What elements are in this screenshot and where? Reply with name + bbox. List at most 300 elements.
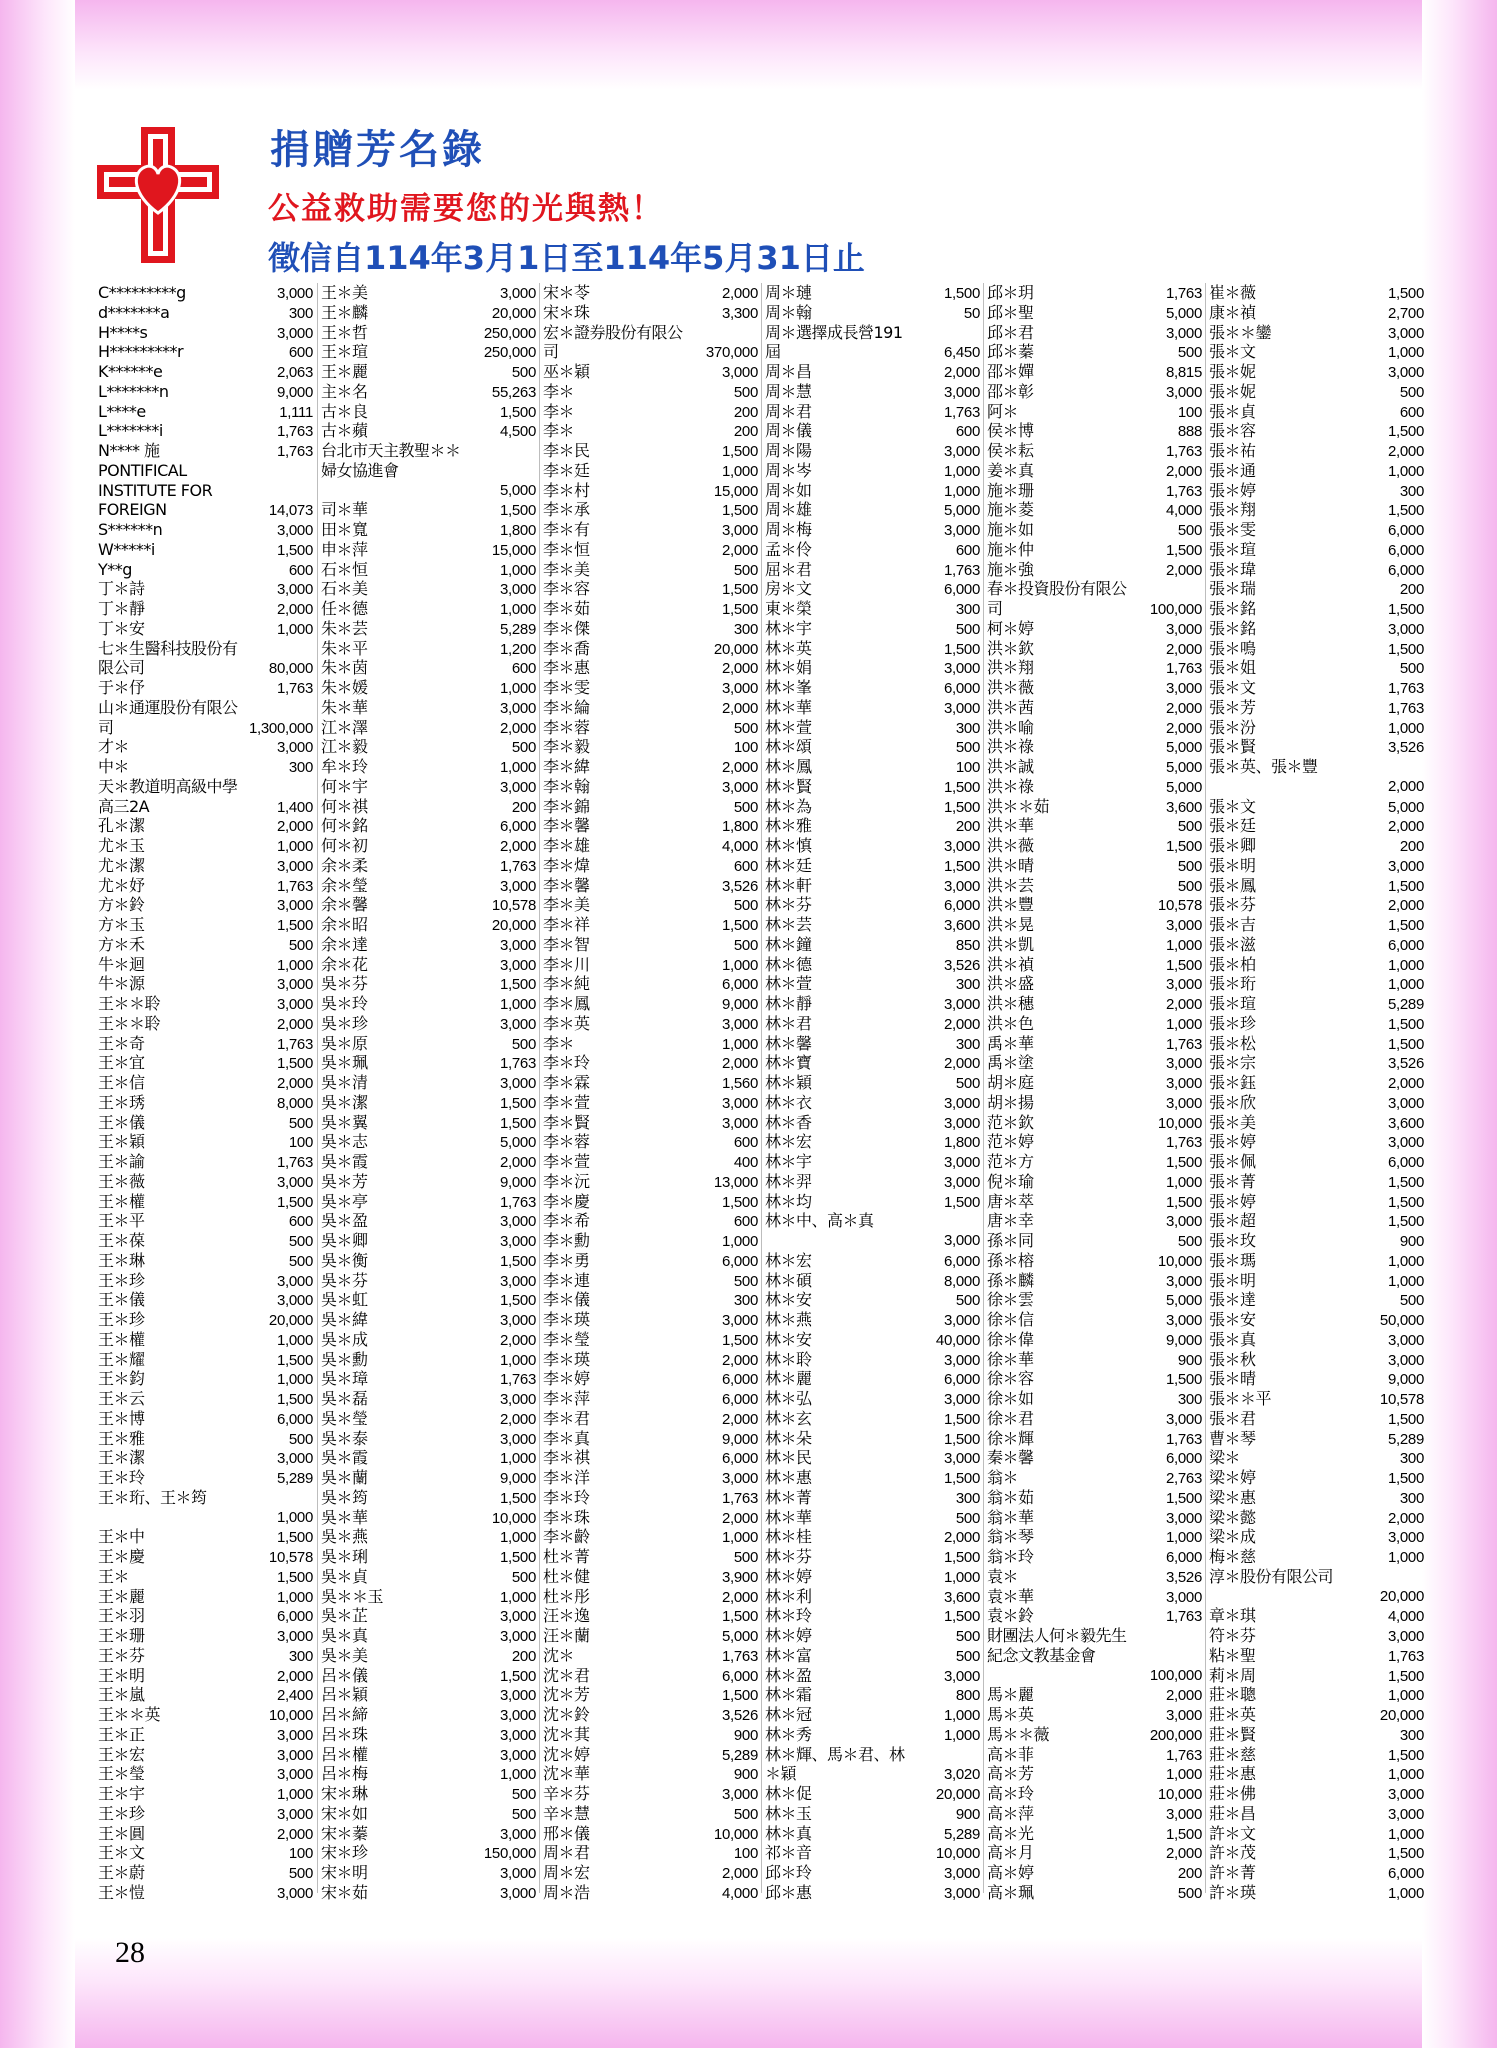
donation-amount: 3,000 xyxy=(499,1015,536,1033)
donation-amount: 300 xyxy=(955,976,980,994)
donation-amount: 2,000 xyxy=(1165,1845,1202,1863)
donor-name: 沈＊華 xyxy=(543,1764,590,1784)
donation-amount: 3,000 xyxy=(499,1213,536,1231)
donor-name: 李＊ xyxy=(543,421,575,441)
donor-entry xyxy=(987,737,1202,757)
donor-entry xyxy=(1209,1350,1424,1370)
donation-amount: 10,578 xyxy=(491,897,536,915)
donation-amount: 3,000 xyxy=(499,1608,536,1626)
donor-name: 王＊麗 xyxy=(321,362,368,381)
donor-entry xyxy=(98,342,313,362)
donor-name: PONTIFICAL xyxy=(98,460,187,480)
donor-name: 余＊達 xyxy=(321,934,368,954)
donor-entry xyxy=(321,994,536,1014)
donor-entry xyxy=(98,303,313,323)
donor-entry xyxy=(765,1350,980,1370)
donor-name: 吳＊美 xyxy=(321,1645,368,1665)
donor-name: 洪＊翔 xyxy=(987,658,1034,678)
donor-name: 春＊投資股份有限公 xyxy=(987,579,1127,599)
donor-entry xyxy=(765,797,980,817)
donor-entry xyxy=(765,856,980,876)
donation-amount: 3,000 xyxy=(943,1884,980,1902)
donor-entry xyxy=(543,619,758,639)
donor-entry xyxy=(765,1666,980,1686)
donor-entry xyxy=(321,1587,536,1607)
donation-amount: 3,000 xyxy=(943,1391,980,1408)
donor-name: 李＊緯 xyxy=(543,757,590,776)
donor-name: 王＊宜 xyxy=(98,1053,145,1073)
donation-amount: 40,000 xyxy=(935,1331,980,1349)
donor-entry xyxy=(98,1784,313,1804)
donation-amount: 1,400 xyxy=(276,798,313,816)
donor-entry xyxy=(1209,1192,1424,1212)
donor-name: 張＊文 xyxy=(1209,796,1256,816)
donor-entry xyxy=(1209,540,1424,560)
donor-name: 高＊菲 xyxy=(987,1744,1034,1764)
donor-entry xyxy=(98,1527,313,1547)
donation-amount: 3,000 xyxy=(943,1450,980,1468)
donor-entry xyxy=(1209,1369,1424,1389)
donation-amount: 6,000 xyxy=(721,1667,758,1685)
donor-name: 張＊松 xyxy=(1209,1033,1256,1053)
donation-amount: 3,000 xyxy=(1387,1786,1424,1803)
donor-entry xyxy=(98,1172,313,1192)
donation-amount: 20,000 xyxy=(935,1786,980,1803)
donor-entry xyxy=(765,560,980,580)
donor-name: H****s xyxy=(98,322,148,342)
donor-entry xyxy=(987,520,1202,540)
donor-entry xyxy=(765,1429,980,1449)
donor-name: 王＊＊聆 xyxy=(98,1013,161,1033)
donor-entry xyxy=(765,1034,980,1054)
donor-entry xyxy=(98,658,313,678)
donation-amount: 4,000 xyxy=(1387,1608,1424,1626)
donation-amount: 3,526 xyxy=(1387,1055,1424,1073)
donor-entry xyxy=(98,1824,313,1844)
donor-name: 沈＊ xyxy=(543,1645,575,1665)
donor-name: 馬＊麗 xyxy=(987,1685,1034,1705)
donor-entry xyxy=(1209,599,1424,619)
donor-entry xyxy=(543,1231,758,1251)
donor-entry xyxy=(98,1132,313,1152)
donor-entry xyxy=(1209,500,1424,520)
donation-amount: 3,000 xyxy=(276,1292,313,1310)
donor-entry xyxy=(321,1014,536,1034)
donor-name: 王＊中 xyxy=(98,1527,145,1547)
donation-amount: 500 xyxy=(511,364,536,381)
donation-amount: 1,000 xyxy=(943,462,980,480)
donor-entry xyxy=(987,1172,1202,1192)
donation-amount: 1,111 xyxy=(279,403,313,421)
donor-name: 袁＊ xyxy=(987,1566,1019,1586)
donor-entry xyxy=(543,974,758,994)
donation-amount: 1,800 xyxy=(943,1134,980,1152)
donation-amount: 500 xyxy=(511,1568,536,1586)
donor-name: 屆 xyxy=(765,342,781,362)
donor-name: 周＊選擇成長營191 xyxy=(765,322,903,342)
donation-amount: 5,289 xyxy=(499,620,536,638)
donor-entry xyxy=(987,500,1202,520)
donation-amount: 1,500 xyxy=(499,976,536,994)
donation-amount: 15,000 xyxy=(491,541,536,559)
donor-entry xyxy=(321,757,536,777)
donor-name: 呂＊締 xyxy=(321,1705,368,1724)
donor-name: 吳＊泰 xyxy=(321,1428,368,1448)
donor-entry xyxy=(987,876,1202,896)
donation-amount: 3,000 xyxy=(943,1094,980,1112)
donor-name: 王＊正 xyxy=(98,1724,145,1744)
donor-name: 王＊慶 xyxy=(98,1547,145,1566)
donor-name: 周＊如 xyxy=(765,480,812,500)
donor-name: 許＊茂 xyxy=(1209,1843,1256,1863)
donation-amount: 2,000 xyxy=(721,1055,758,1073)
donation-amount: 1,500 xyxy=(943,1549,980,1566)
donor-entry xyxy=(1209,678,1424,698)
donor-entry xyxy=(543,481,758,501)
donation-amount: 1,000 xyxy=(276,620,313,638)
donation-amount: 2,000 xyxy=(1165,699,1202,717)
donor-entry xyxy=(321,1053,536,1073)
donor-name: 主＊名 xyxy=(321,381,368,401)
donor-entry xyxy=(987,777,1202,797)
donor-name: 張＊通 xyxy=(1209,460,1256,480)
donor-entry xyxy=(543,1172,758,1192)
donor-entry xyxy=(987,1626,1202,1646)
donor-name: 吳＊筠 xyxy=(321,1487,368,1507)
donor-name: 張＊欣 xyxy=(1209,1092,1256,1112)
donor-entry xyxy=(987,1843,1202,1863)
donation-amount: 300 xyxy=(1399,482,1424,500)
donor-name: 洪＊薇 xyxy=(987,836,1034,855)
donor-name: 林＊婷 xyxy=(765,1626,812,1645)
donor-entry xyxy=(98,836,313,856)
donor-name: 林＊頌 xyxy=(765,737,812,757)
donor-name: 張＊容 xyxy=(1209,421,1256,441)
donor-name: 李＊祥 xyxy=(543,915,590,934)
donor-name: 洪＊晃 xyxy=(987,915,1034,934)
donor-entry xyxy=(543,500,758,520)
donation-amount: 1,763 xyxy=(276,443,313,460)
donor-entry xyxy=(543,1488,758,1508)
donor-name: 孟＊伶 xyxy=(765,539,812,559)
donor-entry xyxy=(543,1824,758,1844)
donor-name: 洪＊喻 xyxy=(987,717,1034,737)
donation-amount: 5,000 xyxy=(1165,739,1202,757)
donor-entry xyxy=(98,1093,313,1113)
donation-amount: 15,000 xyxy=(713,482,758,500)
donation-amount: 3,000 xyxy=(943,1865,980,1882)
donation-amount: 3,000 xyxy=(943,1154,980,1171)
donation-amount: 5,289 xyxy=(1387,1430,1424,1448)
donor-name: 邱＊玲 xyxy=(765,1863,812,1882)
donation-amount: 4,000 xyxy=(1165,502,1202,520)
donor-entry xyxy=(98,1231,313,1251)
donor-entry xyxy=(321,382,536,402)
donation-amount: 500 xyxy=(733,1549,758,1566)
donor-entry xyxy=(98,1508,313,1528)
donor-entry xyxy=(765,757,980,777)
donor-entry xyxy=(1209,639,1424,659)
donor-name: 李＊真 xyxy=(543,1428,590,1448)
donor-name: 杜＊健 xyxy=(543,1566,590,1586)
donor-entry xyxy=(765,362,980,382)
donor-entry xyxy=(987,1587,1202,1607)
donation-amount: 3,000 xyxy=(1165,1805,1202,1823)
donor-name: 邱＊惠 xyxy=(765,1882,812,1902)
donor-entry xyxy=(1209,1290,1424,1310)
donation-amount: 1,500 xyxy=(943,1430,980,1448)
donation-amount: 500 xyxy=(1177,818,1202,836)
donor-entry xyxy=(321,1646,536,1666)
donation-amount: 300 xyxy=(955,719,980,737)
donor-entry xyxy=(987,1784,1202,1804)
donation-amount: 2,700 xyxy=(1387,304,1424,322)
donor-name: 吳＊磊 xyxy=(321,1389,368,1408)
donor-entry xyxy=(765,303,980,323)
donor-entry xyxy=(987,658,1202,678)
donor-entry xyxy=(765,1527,980,1547)
donor-entry xyxy=(321,1508,536,1528)
donor-name: 王＊芬 xyxy=(98,1645,145,1665)
donor-name: 張＊真 xyxy=(1209,1329,1256,1349)
donation-amount: 3,000 xyxy=(276,1272,313,1290)
donor-entry xyxy=(98,1587,313,1607)
donor-entry xyxy=(1209,1014,1424,1034)
donation-amount: 1,500 xyxy=(1165,956,1202,974)
donor-entry xyxy=(98,1448,313,1468)
donor-entry xyxy=(321,1310,536,1330)
donation-amount: 3,000 xyxy=(276,324,313,342)
donor-entry xyxy=(1209,1211,1424,1231)
donation-amount: 5,000 xyxy=(1165,304,1202,322)
donor-entry xyxy=(987,1310,1202,1330)
donation-amount: 3,526 xyxy=(1165,1568,1202,1586)
donor-entry xyxy=(987,362,1202,382)
donor-entry xyxy=(987,678,1202,698)
page-title: 捐贈芳名錄 xyxy=(270,127,485,173)
donor-name: 李＊瑛 xyxy=(543,1349,590,1369)
donation-amount: 10,578 xyxy=(1379,1391,1424,1408)
donor-entry xyxy=(321,560,536,580)
donor-entry xyxy=(543,994,758,1014)
donor-name: 呂＊穎 xyxy=(321,1685,368,1705)
donor-name: 張＊銘 xyxy=(1209,618,1256,638)
donor-entry xyxy=(321,955,536,975)
donor-name: 張＊超 xyxy=(1209,1211,1256,1231)
donation-amount: 1,500 xyxy=(1387,1470,1424,1487)
donor-entry xyxy=(321,836,536,856)
donation-amount: 3,000 xyxy=(1387,1134,1424,1152)
donor-entry xyxy=(321,1725,536,1745)
donor-name: INSTITUTE FOR xyxy=(98,480,213,500)
donor-name: 洪＊色 xyxy=(987,1013,1034,1033)
donor-name: 林＊芬 xyxy=(765,895,812,915)
donor-entry xyxy=(987,1014,1202,1034)
donor-name: 七＊生醫科技股份有 xyxy=(98,638,238,658)
donor-entry xyxy=(98,1429,313,1449)
donation-amount: 3,000 xyxy=(1387,857,1424,875)
donor-entry xyxy=(1209,1725,1424,1745)
donation-amount: 3,000 xyxy=(1165,917,1202,934)
donation-amount: 100,000 xyxy=(1149,601,1202,618)
donor-entry xyxy=(987,639,1202,659)
donor-entry xyxy=(765,678,980,698)
donor-entry xyxy=(765,1290,980,1310)
donor-name: 徐＊信 xyxy=(987,1310,1034,1329)
donation-amount: 2,000 xyxy=(499,1154,536,1171)
donor-name: 李＊美 xyxy=(543,559,590,579)
donor-name: 李＊雯 xyxy=(543,678,590,697)
donor-entry xyxy=(543,718,758,738)
donation-amount: 20,000 xyxy=(1379,1707,1424,1724)
donor-entry xyxy=(321,1192,536,1212)
donation-amount: 1,000 xyxy=(1387,1825,1424,1843)
donor-name: 徐＊容 xyxy=(987,1369,1034,1389)
donor-entry xyxy=(987,994,1202,1014)
donor-entry xyxy=(1209,1152,1424,1172)
page-border-left xyxy=(0,0,75,2048)
donor-name: 石＊美 xyxy=(321,579,368,599)
donor-name: 王＊羽 xyxy=(98,1606,145,1626)
donor-name: 曹＊琴 xyxy=(1209,1428,1256,1448)
donor-entry xyxy=(543,1448,758,1468)
donation-amount: 800 xyxy=(955,1687,980,1705)
donation-amount: 3,000 xyxy=(499,1233,536,1250)
donor-name: 高＊芳 xyxy=(987,1764,1034,1784)
donor-name: 唐＊萃 xyxy=(987,1191,1034,1211)
donor-name: 吳＊蘭 xyxy=(321,1468,368,1487)
donor-name: 方＊鈴 xyxy=(98,895,145,915)
donation-amount: 3,000 xyxy=(943,1173,980,1191)
donor-entry xyxy=(987,1093,1202,1113)
donor-entry xyxy=(987,698,1202,718)
donor-name: 王＊哲 xyxy=(321,322,368,342)
donor-entry xyxy=(765,1468,980,1488)
donor-name: 王＊嵐 xyxy=(98,1685,145,1705)
donation-amount: 900 xyxy=(1399,1233,1424,1250)
donor-entry xyxy=(321,1290,536,1310)
donor-entry xyxy=(1209,441,1424,461)
donor-name: 洪＊茜 xyxy=(987,697,1034,717)
donor-name: 李＊希 xyxy=(543,1211,590,1231)
donation-amount: 3,000 xyxy=(276,522,313,539)
donor-name: 吳＊珮 xyxy=(321,1053,368,1073)
donation-amount: 1,000 xyxy=(276,956,313,974)
donation-amount: 20,000 xyxy=(268,1312,313,1329)
donor-name: 王＊琇 xyxy=(98,1092,145,1112)
donation-amount: 1,500 xyxy=(276,1391,313,1408)
donor-name: 王＊＊英 xyxy=(98,1705,161,1724)
donor-entry xyxy=(987,619,1202,639)
donation-amount: 5,000 xyxy=(721,1628,758,1645)
donor-name: 林＊桂 xyxy=(765,1527,812,1547)
donor-name: 台北市天主教聖＊＊ xyxy=(321,441,461,460)
donor-entry xyxy=(765,323,980,343)
donor-name: 李＊惠 xyxy=(543,658,590,678)
donation-amount: 20,000 xyxy=(713,640,758,658)
donation-amount: 1,763 xyxy=(721,1647,758,1665)
donor-name: 杜＊彤 xyxy=(543,1586,590,1606)
donation-amount: 250,000 xyxy=(483,344,536,362)
donation-amount: 80,000 xyxy=(268,660,313,678)
donor-name: 李＊萱 xyxy=(543,1092,590,1112)
donor-name: 林＊芸 xyxy=(765,915,812,934)
donor-entry xyxy=(98,876,313,896)
donor-name: 林＊均 xyxy=(765,1191,812,1211)
donor-entry xyxy=(98,1883,313,1903)
donor-name: 李＊祺 xyxy=(543,1448,590,1468)
donor-entry xyxy=(98,540,313,560)
donation-amount: 1,500 xyxy=(1165,541,1202,559)
donor-name: 周＊雄 xyxy=(765,500,812,520)
donation-amount: 600 xyxy=(955,423,980,441)
donation-amount: 500 xyxy=(1399,660,1424,678)
donor-name: 徐＊君 xyxy=(987,1408,1034,1428)
donor-entry xyxy=(987,1073,1202,1093)
donation-amount: 5,000 xyxy=(1165,759,1202,776)
donor-name: 洪＊欽 xyxy=(987,638,1034,658)
donation-amount: 1,500 xyxy=(1387,285,1424,302)
donor-entry xyxy=(543,1034,758,1054)
donation-amount: 2,000 xyxy=(721,541,758,559)
donation-amount: 1,500 xyxy=(721,502,758,520)
donor-entry xyxy=(543,1053,758,1073)
donor-entry xyxy=(1209,1843,1424,1863)
donor-entry xyxy=(543,1646,758,1666)
donor-entry xyxy=(321,342,536,362)
donor-entry xyxy=(543,639,758,659)
donation-amount: 4,000 xyxy=(721,1884,758,1902)
donor-name: 周＊宏 xyxy=(543,1863,590,1882)
donation-amount: 6,000 xyxy=(1387,1865,1424,1882)
donor-entry xyxy=(543,1073,758,1093)
donor-name: 王＊儀 xyxy=(98,1290,145,1310)
donor-name: 田＊寬 xyxy=(321,520,368,539)
donation-amount: 3,000 xyxy=(1387,1331,1424,1349)
donation-amount: 9,000 xyxy=(276,383,313,401)
donor-entry xyxy=(765,1330,980,1350)
donor-name: 張＊晴 xyxy=(1209,1369,1256,1389)
donation-amount: 10,000 xyxy=(935,1845,980,1863)
donation-amount: 3,000 xyxy=(499,1312,536,1329)
donor-name: 林＊華 xyxy=(765,1507,812,1527)
donation-amount: 1,500 xyxy=(943,857,980,875)
donation-amount: 1,000 xyxy=(721,956,758,974)
donation-amount: 2,000 xyxy=(943,364,980,381)
donor-entry xyxy=(98,955,313,975)
donor-entry xyxy=(987,421,1202,441)
donation-amount: 1,500 xyxy=(276,1529,313,1547)
donor-name: 林＊穎 xyxy=(765,1073,812,1092)
donation-amount: 500 xyxy=(1399,383,1424,401)
donation-amount: 3,000 xyxy=(276,1726,313,1744)
donation-amount: 1,000 xyxy=(1387,344,1424,362)
donation-amount: 3,000 xyxy=(499,1825,536,1843)
donation-amount: 9,000 xyxy=(721,1430,758,1448)
donor-name: 李＊ xyxy=(543,401,575,421)
donation-amount: 1,500 xyxy=(943,778,980,796)
donor-entry xyxy=(543,382,758,402)
donation-amount: 3,000 xyxy=(1165,1213,1202,1231)
donor-entry xyxy=(98,579,313,599)
donor-name: 李＊玲 xyxy=(543,1487,590,1507)
donor-name: 古＊蘋 xyxy=(321,421,368,441)
donor-name: 徐＊如 xyxy=(987,1389,1034,1408)
donor-entry xyxy=(543,1606,758,1626)
donor-entry xyxy=(543,856,758,876)
donation-amount: 1,500 xyxy=(943,640,980,658)
donor-name: 施＊如 xyxy=(987,520,1034,539)
